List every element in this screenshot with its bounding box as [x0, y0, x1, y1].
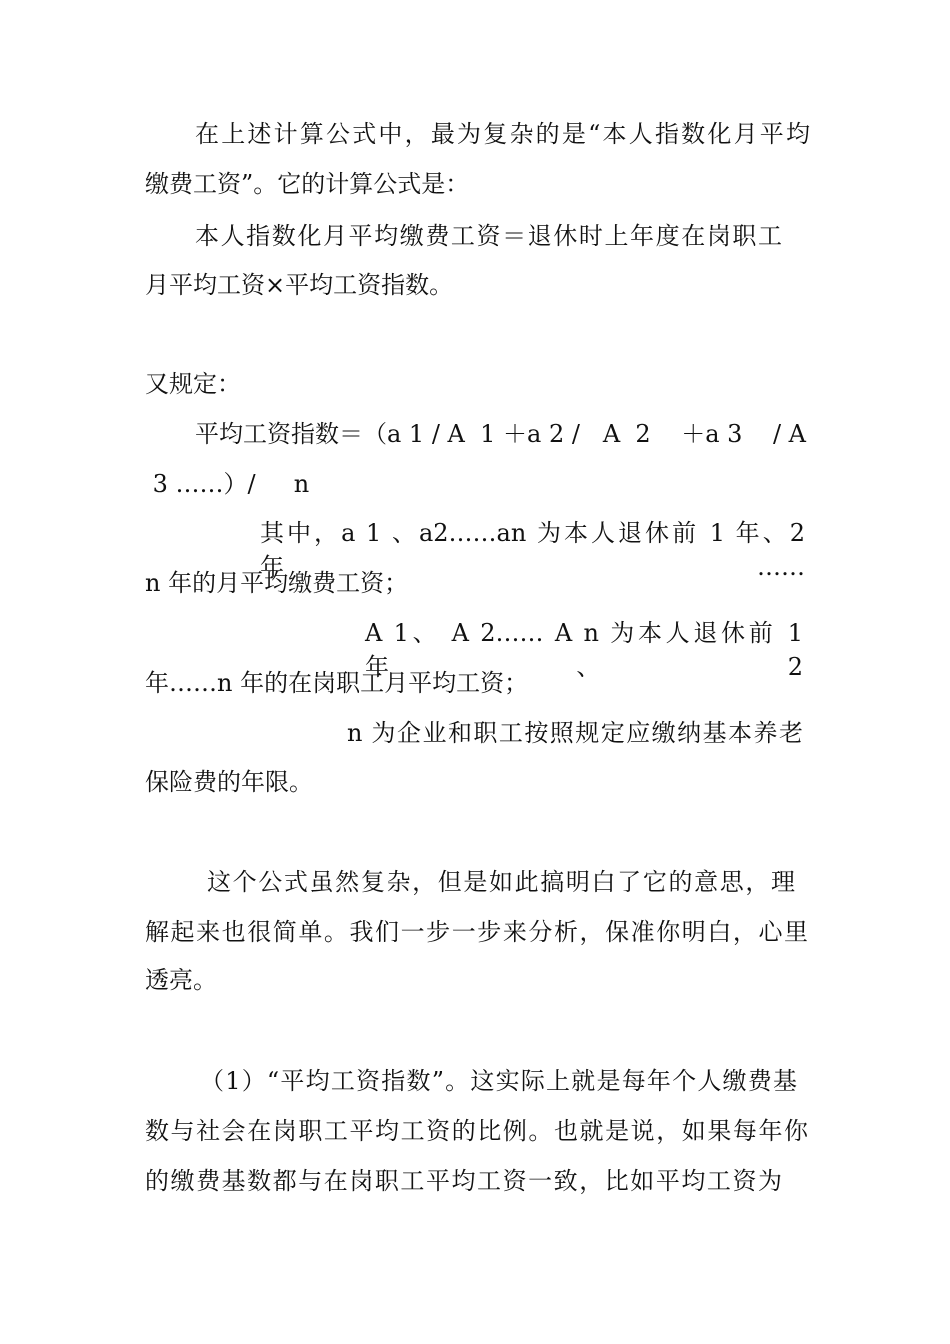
paragraph-line: （1）“平均工资指数”。这实际上就是每年个人缴费基	[200, 1067, 797, 1095]
paragraph-line: n 为企业和职工按照规定应缴纳基本养老	[347, 719, 803, 747]
paragraph-line: 其中，a 1 、a2……an 为本人退休前 1 年、2 年……	[260, 519, 805, 581]
formula-line: 本人指数化月平均缴费工资＝退休时上年度在岗职工	[195, 222, 782, 250]
paragraph-line: A 1、 A 2…… A n 为本人退休前 1 年、2	[365, 619, 803, 681]
paragraph-line: n 年的月平均缴费工资；	[145, 569, 409, 597]
paragraph-line: 透亮。	[145, 966, 217, 994]
paragraph-line: 的缴费基数都与在岗职工平均工资一致，比如平均工资为	[145, 1167, 782, 1195]
formula-line: 月平均工资×平均工资指数。	[145, 271, 454, 299]
paragraph-line: 解起来也很简单。我们一步一步来分析，保准你明白，心里	[145, 918, 808, 946]
paragraph-line: 缴费工资”。它的计算公式是：	[145, 170, 470, 198]
paragraph-line: 保险费的年限。	[145, 768, 313, 796]
paragraph-line: 在上述计算公式中，最为复杂的是“本人指数化月平均	[195, 120, 810, 148]
paragraph-line: 数与社会在岗职工平均工资的比例。也就是说，如果每年你	[145, 1117, 808, 1145]
paragraph-line: 年……n 年的在岗职工月平均工资；	[145, 669, 529, 697]
formula-line: 3 ……）/ n	[145, 470, 310, 498]
formula-line: 平均工资指数＝（a 1 / A 1 ＋a 2 / A 2 ＋a 3 / A	[195, 420, 806, 448]
section-label: 又规定：	[145, 370, 241, 398]
paragraph-line: 这个公式虽然复杂，但是如此搞明白了它的意思，理	[207, 868, 795, 896]
